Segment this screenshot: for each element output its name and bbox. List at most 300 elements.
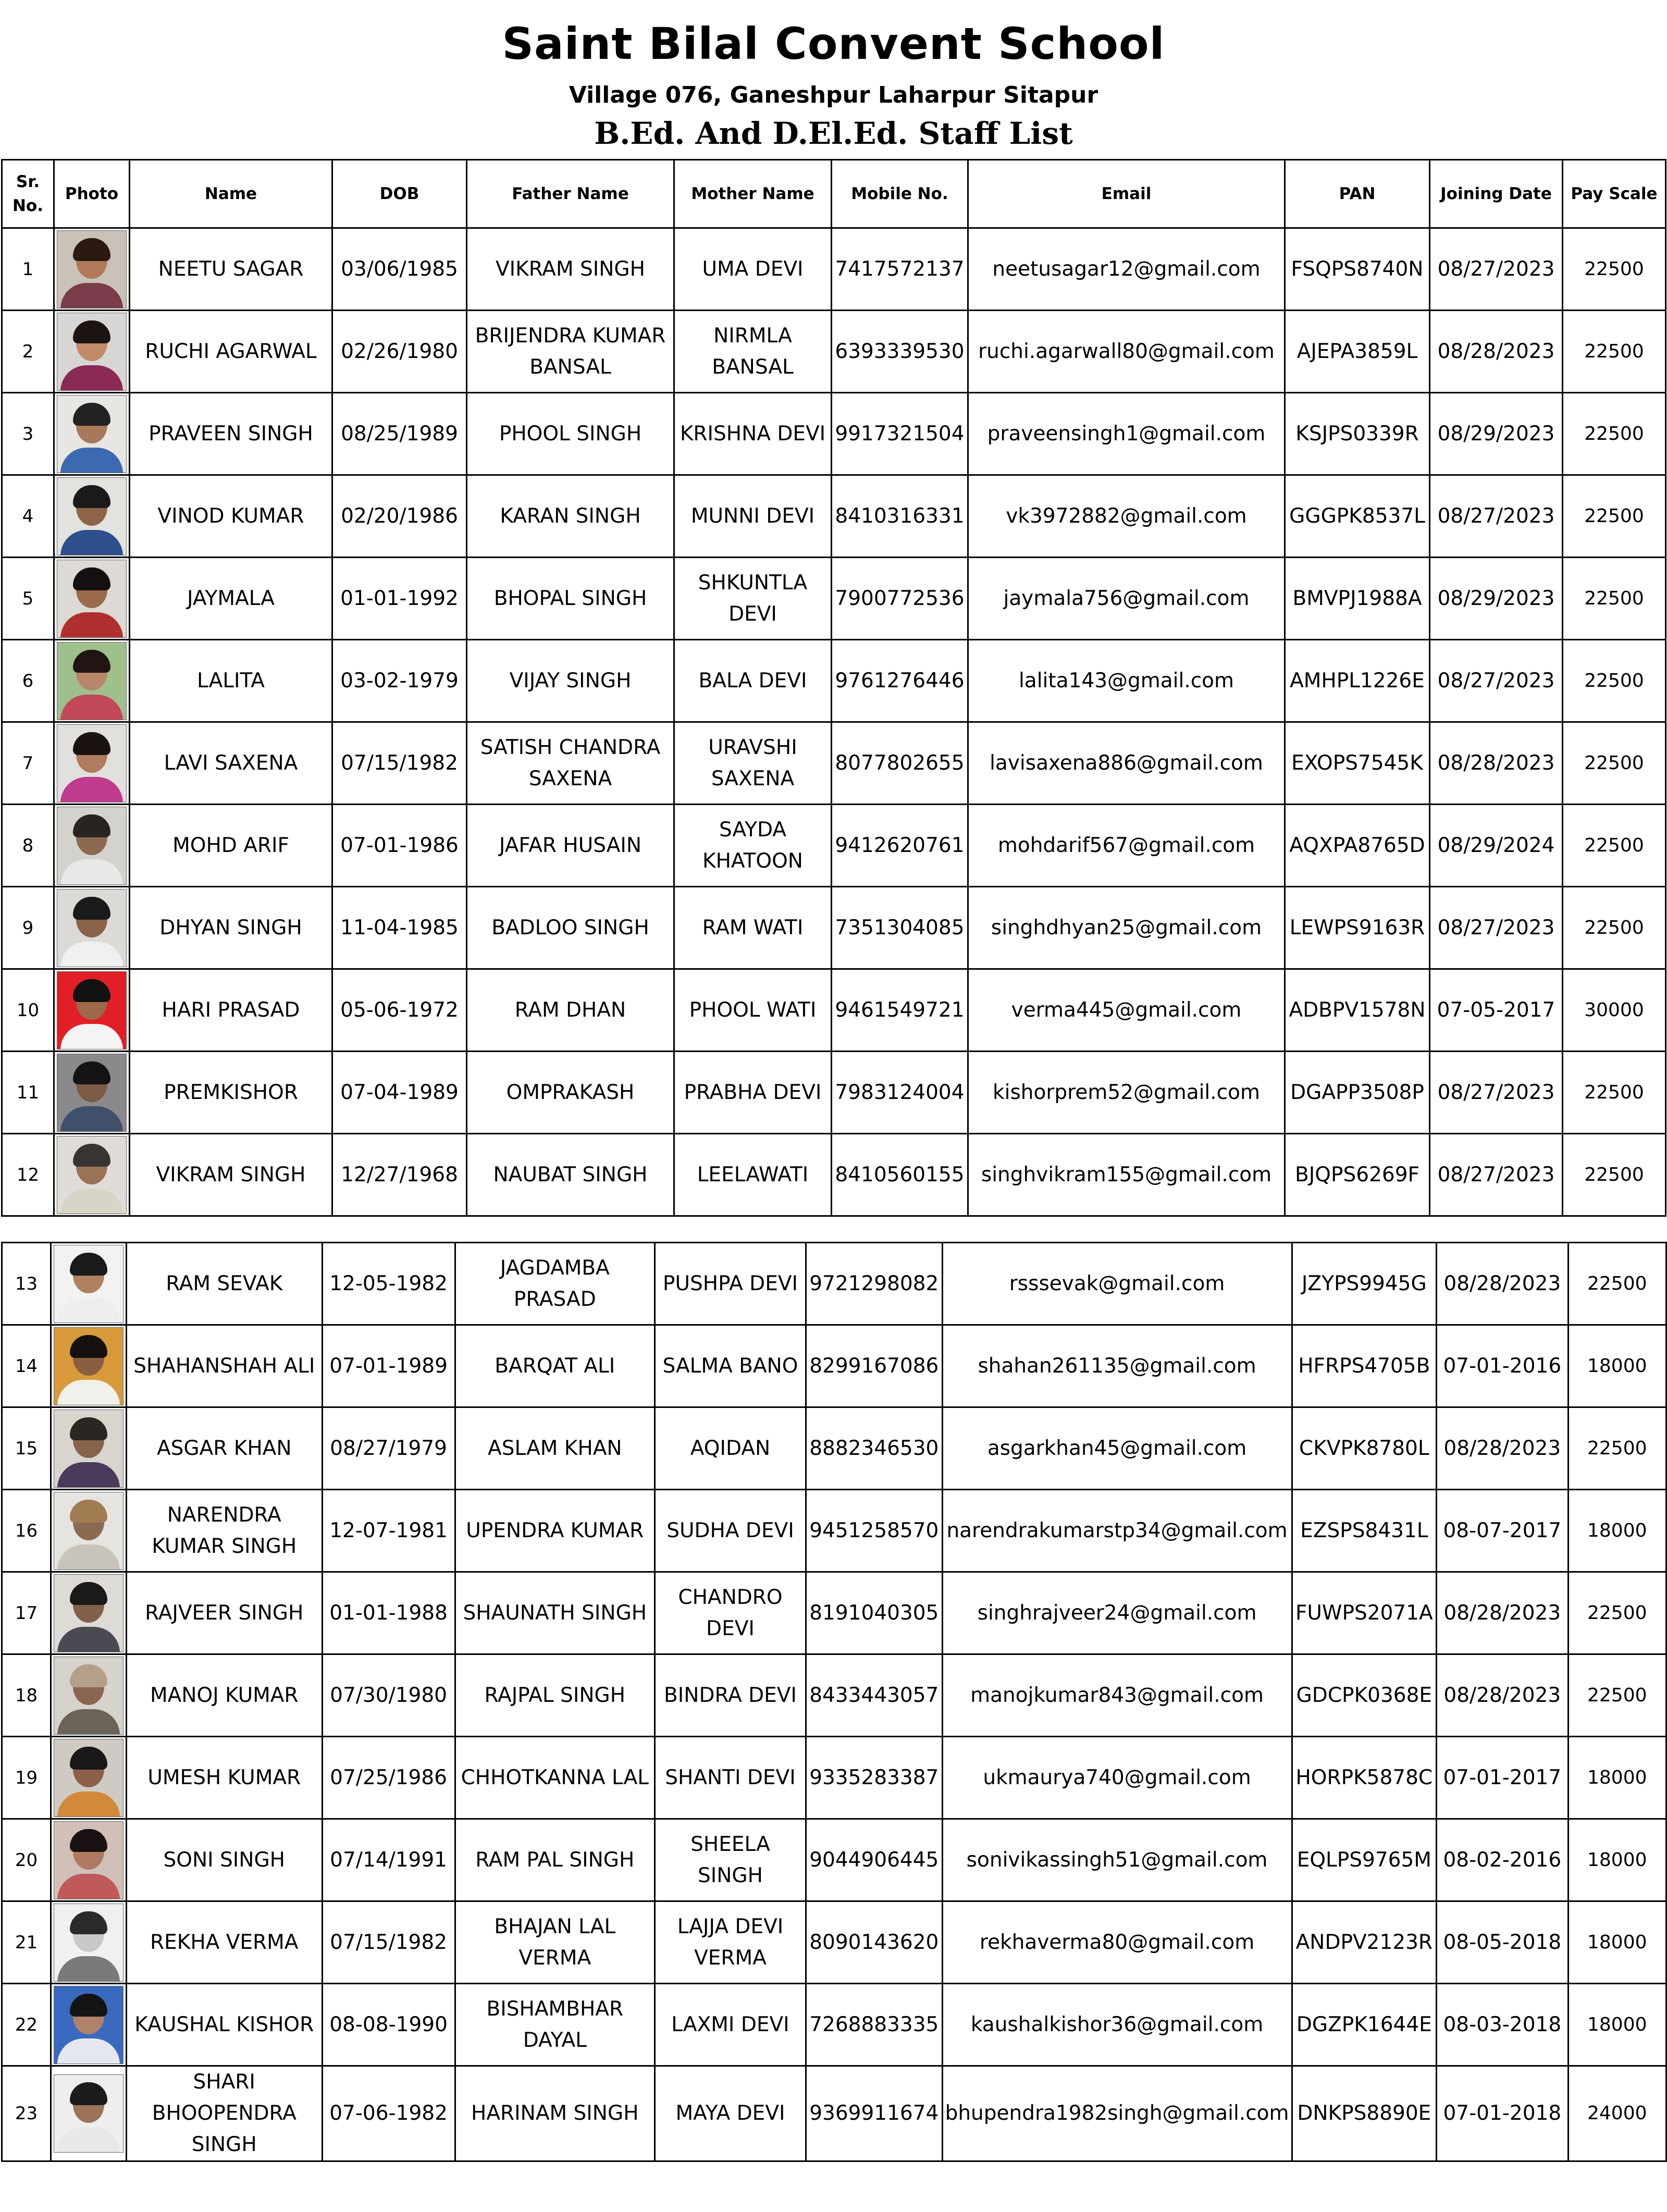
dob-cell: 07/15/1982: [322, 1901, 455, 1984]
photo-cell: [54, 228, 130, 311]
pan-cell: EZSPS8431L: [1292, 1490, 1437, 1572]
email-cell: singhrajveer24@gmail.com: [942, 1572, 1292, 1654]
dob-cell: 02/26/1980: [332, 311, 467, 393]
mobile-cell: 9369911674: [806, 2066, 942, 2161]
pay-scale-cell: 18000: [1568, 1325, 1666, 1407]
table-row: [2, 1819, 1666, 1901]
pan-cell: DGAPP3508P: [1285, 1052, 1430, 1134]
table-row: [2, 1407, 1666, 1490]
email-cell: singhvikram155@gmail.com: [968, 1134, 1285, 1216]
mother-name-cell: PRABHA DEVI: [674, 1052, 832, 1134]
dob-cell: 07-04-1989: [332, 1052, 467, 1134]
pay-scale-cell: 22500: [1568, 1654, 1666, 1737]
dob-cell: 03/06/1985: [332, 228, 467, 311]
sr-no-cell: 9: [2, 887, 54, 969]
photo-cell: [54, 558, 130, 640]
pan-cell: GGGPK8537L: [1285, 475, 1430, 558]
mobile-cell: 8299167086: [806, 1325, 942, 1407]
dob-cell: 07/30/1980: [322, 1654, 455, 1737]
staff-photo: [54, 1245, 124, 1323]
photo-cell: [51, 1325, 126, 1407]
photo-cell: [51, 1654, 126, 1737]
name-cell: HARI PRASAD: [130, 969, 332, 1052]
photo-cell: [54, 722, 130, 805]
mother-name-cell: PUSHPA DEVI: [655, 1243, 806, 1325]
mobile-cell: 8077802655: [832, 722, 968, 805]
pay-scale-cell: 22500: [1563, 640, 1666, 722]
mother-name-cell: SHANTI DEVI: [655, 1737, 806, 1819]
col-header-sr-no: Sr. No.: [2, 160, 54, 228]
mobile-cell: 8410560155: [832, 1134, 968, 1216]
staff-photo: [57, 642, 127, 720]
mother-name-cell: NIRMLA BANSAL: [674, 311, 832, 393]
name-cell: JAYMALA: [130, 558, 332, 640]
father-name-cell: SATISH CHANDRA SAXENA: [467, 722, 674, 805]
name-cell: LAVI SAXENA: [130, 722, 332, 805]
mobile-cell: 7268883335: [806, 1984, 942, 2066]
mother-name-cell: SUDHA DEVI: [655, 1490, 806, 1572]
email-cell: asgarkhan45@gmail.com: [942, 1407, 1292, 1490]
mother-name-cell: MAYA DEVI: [655, 2066, 806, 2161]
email-cell: praveensingh1@gmail.com: [968, 393, 1285, 475]
staff-table-part-1: [1, 159, 1666, 1217]
pan-cell: DGZPK1644E: [1292, 1984, 1437, 2066]
sr-no-cell: 22: [2, 1984, 51, 2066]
joining-date-cell: 07-01-2018: [1437, 2066, 1568, 2161]
name-cell: VINOD KUMAR: [130, 475, 332, 558]
father-name-cell: NAUBAT SINGH: [467, 1134, 674, 1216]
father-name-cell: ASLAM KHAN: [455, 1407, 655, 1490]
email-cell: lalita143@gmail.com: [968, 640, 1285, 722]
joining-date-cell: 08/27/2023: [1430, 640, 1563, 722]
staff-photo: [54, 2074, 124, 2153]
pay-scale-cell: 18000: [1568, 1819, 1666, 1901]
sr-no-cell: 4: [2, 475, 54, 558]
sr-no-cell: 12: [2, 1134, 54, 1216]
name-cell: SHAHANSHAH ALI: [126, 1325, 322, 1407]
sr-no-cell: 7: [2, 722, 54, 805]
sr-no-cell: 6: [2, 640, 54, 722]
photo-cell: [51, 1901, 126, 1984]
table-row: [2, 640, 1666, 722]
email-cell: sonivikassingh51@gmail.com: [942, 1819, 1292, 1901]
dob-cell: 01-01-1988: [322, 1572, 455, 1654]
email-cell: verma445@gmail.com: [968, 969, 1285, 1052]
table-row: [2, 311, 1666, 393]
col-header-email: Email: [968, 160, 1285, 228]
photo-cell: [54, 969, 130, 1052]
father-name-cell: RAM DHAN: [467, 969, 674, 1052]
joining-date-cell: 08/29/2023: [1430, 558, 1563, 640]
father-name-cell: PHOOL SINGH: [467, 393, 674, 475]
sr-no-cell: 2: [2, 311, 54, 393]
mobile-cell: 7351304085: [832, 887, 968, 969]
joining-date-cell: 08/27/2023: [1430, 475, 1563, 558]
staff-photo: [54, 1574, 124, 1652]
joining-date-cell: 08/28/2023: [1430, 722, 1563, 805]
pan-cell: KSJPS0339R: [1285, 393, 1430, 475]
mother-name-cell: BALA DEVI: [674, 640, 832, 722]
table-row: [2, 1490, 1666, 1572]
photo-cell: [54, 475, 130, 558]
mother-name-cell: SAYDA KHATOON: [674, 805, 832, 887]
pay-scale-cell: 22500: [1568, 1243, 1666, 1325]
father-name-cell: RAJPAL SINGH: [455, 1654, 655, 1737]
email-cell: jaymala756@gmail.com: [968, 558, 1285, 640]
dob-cell: 12/27/1968: [332, 1134, 467, 1216]
joining-date-cell: 07-01-2017: [1437, 1737, 1568, 1819]
mobile-cell: 9721298082: [806, 1243, 942, 1325]
pan-cell: LEWPS9163R: [1285, 887, 1430, 969]
staff-photo: [57, 724, 127, 802]
dob-cell: 08-08-1990: [322, 1984, 455, 2066]
father-name-cell: VIKRAM SINGH: [467, 228, 674, 311]
pay-scale-cell: 22500: [1563, 558, 1666, 640]
email-cell: singhdhyan25@gmail.com: [968, 887, 1285, 969]
name-cell: UMESH KUMAR: [126, 1737, 322, 1819]
mobile-cell: 8433443057: [806, 1654, 942, 1737]
table-body-part-1: [2, 228, 1666, 1216]
pan-cell: HORPK5878C: [1292, 1737, 1437, 1819]
staff-table-part-2: [1, 1242, 1667, 2162]
sr-no-cell: 11: [2, 1052, 54, 1134]
table-row: [2, 475, 1666, 558]
sr-no-cell: 14: [2, 1325, 51, 1407]
pay-scale-cell: 18000: [1568, 1901, 1666, 1984]
name-cell: ASGAR KHAN: [126, 1407, 322, 1490]
mobile-cell: 8410316331: [832, 475, 968, 558]
father-name-cell: BHOPAL SINGH: [467, 558, 674, 640]
sr-no-cell: 15: [2, 1407, 51, 1490]
joining-date-cell: 08/28/2023: [1437, 1572, 1568, 1654]
col-header-pay-scale: Pay Scale: [1563, 160, 1666, 228]
sr-no-cell: 19: [2, 1737, 51, 1819]
name-cell: PRAVEEN SINGH: [130, 393, 332, 475]
pan-cell: GDCPK0368E: [1292, 1654, 1437, 1737]
mobile-cell: 9761276446: [832, 640, 968, 722]
email-cell: neetusagar12@gmail.com: [968, 228, 1285, 311]
father-name-cell: JAGDAMBA PRASAD: [455, 1243, 655, 1325]
staff-photo: [57, 230, 127, 308]
pan-cell: JZYPS9945G: [1292, 1243, 1437, 1325]
pan-cell: AQXPA8765D: [1285, 805, 1430, 887]
email-cell: bhupendra1982singh@gmail.com: [942, 2066, 1292, 2161]
pan-cell: ADBPV1578N: [1285, 969, 1430, 1052]
joining-date-cell: 08/28/2023: [1437, 1654, 1568, 1737]
table-row: [2, 1052, 1666, 1134]
sr-no-cell: 21: [2, 1901, 51, 1984]
staff-photo: [57, 477, 127, 555]
dob-cell: 12-07-1981: [322, 1490, 455, 1572]
table-header-row: [2, 160, 1666, 228]
name-cell: KAUSHAL KISHOR: [126, 1984, 322, 2066]
photo-cell: [54, 805, 130, 887]
email-cell: narendrakumarstp34@gmail.com: [942, 1490, 1292, 1572]
dob-cell: 08/27/1979: [322, 1407, 455, 1490]
col-header-mother-name: Mother Name: [674, 160, 832, 228]
mother-name-cell: RAM WATI: [674, 887, 832, 969]
pay-scale-cell: 22500: [1563, 393, 1666, 475]
dob-cell: 12-05-1982: [322, 1243, 455, 1325]
mother-name-cell: SHKUNTLA DEVI: [674, 558, 832, 640]
staff-photo: [57, 1136, 127, 1214]
name-cell: NARENDRA KUMAR SINGH: [126, 1490, 322, 1572]
email-cell: shahan261135@gmail.com: [942, 1325, 1292, 1407]
mother-name-cell: MUNNI DEVI: [674, 475, 832, 558]
mother-name-cell: CHANDRO DEVI: [655, 1572, 806, 1654]
joining-date-cell: 08-03-2018: [1437, 1984, 1568, 2066]
joining-date-cell: 08/29/2023: [1430, 393, 1563, 475]
name-cell: MANOJ KUMAR: [126, 1654, 322, 1737]
pan-cell: FUWPS2071A: [1292, 1572, 1437, 1654]
joining-date-cell: 07-01-2016: [1437, 1325, 1568, 1407]
joining-date-cell: 08/28/2023: [1430, 311, 1563, 393]
dob-cell: 07/14/1991: [322, 1819, 455, 1901]
dob-cell: 03-02-1979: [332, 640, 467, 722]
sr-no-cell: 23: [2, 2066, 51, 2161]
photo-cell: [54, 1134, 130, 1216]
photo-cell: [51, 1819, 126, 1901]
father-name-cell: BADLOO SINGH: [467, 887, 674, 969]
joining-date-cell: 07-05-2017: [1430, 969, 1563, 1052]
father-name-cell: SHAUNATH SINGH: [455, 1572, 655, 1654]
father-name-cell: BRIJENDRA KUMAR BANSAL: [467, 311, 674, 393]
dob-cell: 01-01-1992: [332, 558, 467, 640]
father-name-cell: KARAN SINGH: [467, 475, 674, 558]
pay-scale-cell: 18000: [1568, 1490, 1666, 1572]
mother-name-cell: KRISHNA DEVI: [674, 393, 832, 475]
dob-cell: 08/25/1989: [332, 393, 467, 475]
pay-scale-cell: 22500: [1563, 805, 1666, 887]
name-cell: NEETU SAGAR: [130, 228, 332, 311]
mobile-cell: 9451258570: [806, 1490, 942, 1572]
sr-no-cell: 10: [2, 969, 54, 1052]
mobile-cell: 7417572137: [832, 228, 968, 311]
mobile-cell: 7983124004: [832, 1052, 968, 1134]
joining-date-cell: 08-07-2017: [1437, 1490, 1568, 1572]
sr-no-cell: 20: [2, 1819, 51, 1901]
name-cell: MOHD ARIF: [130, 805, 332, 887]
table-row: [2, 393, 1666, 475]
father-name-cell: CHHOTKANNA LAL: [455, 1737, 655, 1819]
name-cell: VIKRAM SINGH: [130, 1134, 332, 1216]
pan-cell: CKVPK8780L: [1292, 1407, 1437, 1490]
table-row: [2, 1737, 1666, 1819]
email-cell: rekhaverma80@gmail.com: [942, 1901, 1292, 1984]
photo-cell: [51, 1407, 126, 1490]
dob-cell: 07-01-1986: [332, 805, 467, 887]
pay-scale-cell: 22500: [1563, 475, 1666, 558]
name-cell: RAJVEER SINGH: [126, 1572, 322, 1654]
pay-scale-cell: 22500: [1568, 1572, 1666, 1654]
mobile-cell: 9917321504: [832, 393, 968, 475]
pay-scale-cell: 22500: [1563, 228, 1666, 311]
col-header-name: Name: [130, 160, 332, 228]
table-row: [2, 805, 1666, 887]
staff-photo: [54, 1410, 124, 1488]
sr-no-cell: 18: [2, 1654, 51, 1737]
pan-cell: DNKPS8890E: [1292, 2066, 1437, 2161]
table-row: [2, 1325, 1666, 1407]
sr-no-cell: 3: [2, 393, 54, 475]
email-cell: rsssevak@gmail.com: [942, 1243, 1292, 1325]
father-name-cell: BARQAT ALI: [455, 1325, 655, 1407]
table-row: [2, 722, 1666, 805]
table-row: [2, 1572, 1666, 1654]
photo-cell: [51, 1572, 126, 1654]
mobile-cell: 9412620761: [832, 805, 968, 887]
staff-photo: [54, 1327, 124, 1405]
photo-cell: [51, 2066, 126, 2161]
pan-cell: BMVPJ1988A: [1285, 558, 1430, 640]
joining-date-cell: 08/27/2023: [1430, 1134, 1563, 1216]
name-cell: PREMKISHOR: [130, 1052, 332, 1134]
staff-photo: [57, 1054, 127, 1132]
dob-cell: 07-06-1982: [322, 2066, 455, 2161]
mother-name-cell: AQIDAN: [655, 1407, 806, 1490]
photo-cell: [51, 1243, 126, 1325]
sr-no-cell: 8: [2, 805, 54, 887]
staff-photo: [57, 807, 127, 885]
pan-cell: HFRPS4705B: [1292, 1325, 1437, 1407]
photo-cell: [51, 1984, 126, 2066]
photo-cell: [54, 640, 130, 722]
name-cell: SHARI BHOOPENDRA SINGH: [126, 2066, 322, 2161]
father-name-cell: UPENDRA KUMAR: [455, 1490, 655, 1572]
mother-name-cell: LEELAWATI: [674, 1134, 832, 1216]
staff-photo: [54, 1821, 124, 1899]
dob-cell: 05-06-1972: [332, 969, 467, 1052]
pay-scale-cell: 22500: [1563, 311, 1666, 393]
email-cell: mohdarif567@gmail.com: [968, 805, 1285, 887]
staff-photo: [57, 395, 127, 473]
table-row: [2, 558, 1666, 640]
mobile-cell: 8090143620: [806, 1901, 942, 1984]
list-title: B.Ed. And D.El.Ed. Staff List: [594, 116, 1073, 151]
mother-name-cell: SHEELA SINGH: [655, 1819, 806, 1901]
sr-no-cell: 17: [2, 1572, 51, 1654]
table-row: [2, 1654, 1666, 1737]
joining-date-cell: 08/28/2023: [1437, 1243, 1568, 1325]
father-name-cell: OMPRAKASH: [467, 1052, 674, 1134]
mobile-cell: 7900772536: [832, 558, 968, 640]
pay-scale-cell: 22500: [1563, 722, 1666, 805]
mother-name-cell: BINDRA DEVI: [655, 1654, 806, 1737]
sr-no-cell: 13: [2, 1243, 51, 1325]
pan-cell: EXOPS7545K: [1285, 722, 1430, 805]
name-cell: RAM SEVAK: [126, 1243, 322, 1325]
table-row: [2, 1984, 1666, 2066]
email-cell: ruchi.agarwall80@gmail.com: [968, 311, 1285, 393]
school-name: Saint Bilal Convent School: [502, 18, 1165, 69]
mother-name-cell: URAVSHI SAXENA: [674, 722, 832, 805]
staff-photo: [57, 889, 127, 967]
mobile-cell: 8191040305: [806, 1572, 942, 1654]
joining-date-cell: 08/29/2024: [1430, 805, 1563, 887]
email-cell: kaushalkishor36@gmail.com: [942, 1984, 1292, 2066]
pay-scale-cell: 22500: [1568, 1407, 1666, 1490]
father-name-cell: VIJAY SINGH: [467, 640, 674, 722]
photo-cell: [54, 393, 130, 475]
photo-cell: [54, 887, 130, 969]
school-address: Village 076, Ganeshpur Laharpur Sitapur: [569, 82, 1098, 108]
table-row: [2, 2066, 1666, 2161]
col-header-photo: Photo: [54, 160, 130, 228]
name-cell: REKHA VERMA: [126, 1901, 322, 1984]
name-cell: LALITA: [130, 640, 332, 722]
joining-date-cell: 08/27/2023: [1430, 887, 1563, 969]
email-cell: ukmaurya740@gmail.com: [942, 1737, 1292, 1819]
pay-scale-cell: 18000: [1568, 1984, 1666, 2066]
staff-photo: [57, 971, 127, 1049]
sr-no-cell: 5: [2, 558, 54, 640]
mother-name-cell: LAJJA DEVI VERMA: [655, 1901, 806, 1984]
photo-cell: [54, 311, 130, 393]
sr-no-cell: 16: [2, 1490, 51, 1572]
table-row: [2, 228, 1666, 311]
table-row: [2, 1134, 1666, 1216]
table-row: [2, 969, 1666, 1052]
pay-scale-cell: 22500: [1563, 887, 1666, 969]
mother-name-cell: UMA DEVI: [674, 228, 832, 311]
staff-photo: [54, 1904, 124, 1982]
joining-date-cell: 08/27/2023: [1430, 1052, 1563, 1134]
pan-cell: ANDPV2123R: [1292, 1901, 1437, 1984]
staff-photo: [54, 1739, 124, 1817]
staff-photo: [54, 1986, 124, 2064]
mobile-cell: 9461549721: [832, 969, 968, 1052]
pay-scale-cell: 18000: [1568, 1737, 1666, 1819]
pan-cell: EQLPS9765M: [1292, 1819, 1437, 1901]
col-header-joining-date: Joining Date: [1430, 160, 1563, 228]
table-row: [2, 887, 1666, 969]
pan-cell: AJEPA3859L: [1285, 311, 1430, 393]
email-cell: vk3972882@gmail.com: [968, 475, 1285, 558]
staff-photo: [54, 1492, 124, 1570]
email-cell: kishorprem52@gmail.com: [968, 1052, 1285, 1134]
staff-photo: [57, 560, 127, 638]
col-header-mobile: Mobile No.: [832, 160, 968, 228]
pan-cell: BJQPS6269F: [1285, 1134, 1430, 1216]
photo-cell: [51, 1737, 126, 1819]
mother-name-cell: PHOOL WATI: [674, 969, 832, 1052]
dob-cell: 07/15/1982: [332, 722, 467, 805]
table-row: [2, 1243, 1666, 1325]
staff-photo: [57, 313, 127, 391]
dob-cell: 11-04-1985: [332, 887, 467, 969]
mother-name-cell: LAXMI DEVI: [655, 1984, 806, 2066]
photo-cell: [54, 1052, 130, 1134]
joining-date-cell: 08-02-2016: [1437, 1819, 1568, 1901]
col-header-dob: DOB: [332, 160, 467, 228]
dob-cell: 02/20/1986: [332, 475, 467, 558]
name-cell: SONI SINGH: [126, 1819, 322, 1901]
table-row: [2, 1901, 1666, 1984]
dob-cell: 07/25/1986: [322, 1737, 455, 1819]
email-cell: lavisaxena886@gmail.com: [968, 722, 1285, 805]
mother-name-cell: SALMA BANO: [655, 1325, 806, 1407]
pan-cell: AMHPL1226E: [1285, 640, 1430, 722]
sr-no-cell: 1: [2, 228, 54, 311]
father-name-cell: BISHAMBHAR DAYAL: [455, 1984, 655, 2066]
father-name-cell: HARINAM SINGH: [455, 2066, 655, 2161]
joining-date-cell: 08/28/2023: [1437, 1407, 1568, 1490]
mobile-cell: 9335283387: [806, 1737, 942, 1819]
name-cell: DHYAN SINGH: [130, 887, 332, 969]
joining-date-cell: 08-05-2018: [1437, 1901, 1568, 1984]
name-cell: RUCHI AGARWAL: [130, 311, 332, 393]
father-name-cell: RAM PAL SINGH: [455, 1819, 655, 1901]
